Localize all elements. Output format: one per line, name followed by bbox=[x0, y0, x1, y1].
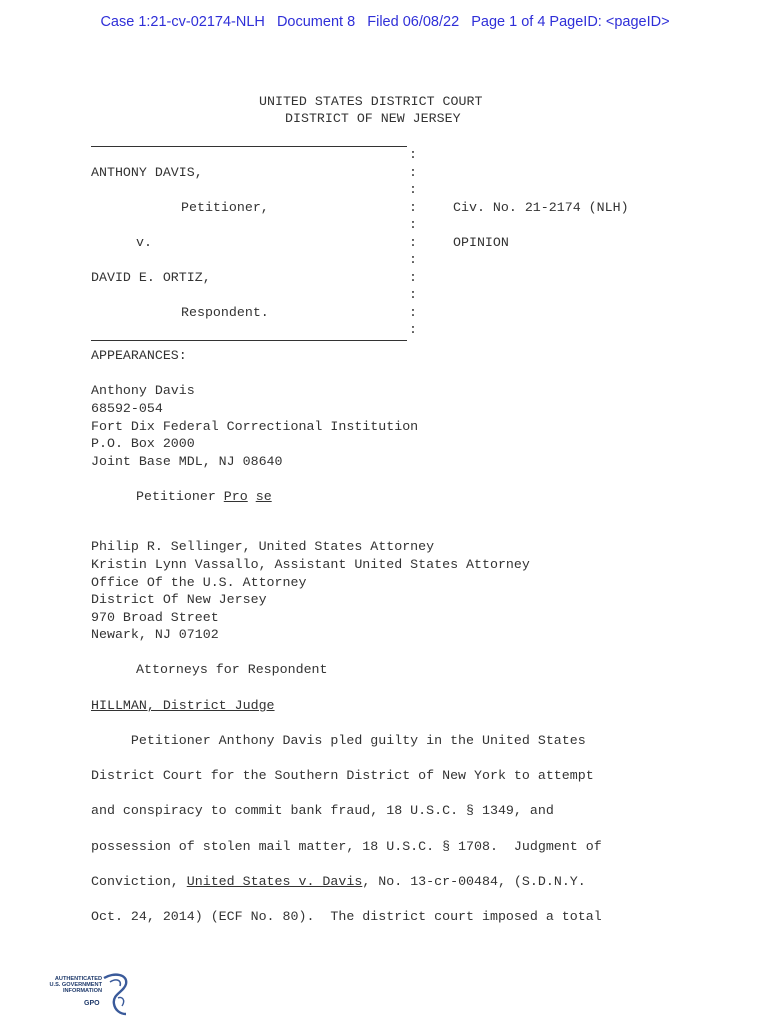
body-line: Petitioner Anthony Davis pled guilty in the United States bbox=[91, 733, 586, 748]
document-number: Document 8 bbox=[276, 14, 356, 30]
respondent-counsel-line: 970 Broad Street bbox=[91, 610, 219, 625]
respondent-counsel-line: Kristin Lynn Vassallo, Assistant United States Attorney bbox=[91, 557, 530, 572]
case-number: Case 1:21-cv-02174-NLH bbox=[100, 14, 265, 30]
court-district: DISTRICT OF NEW JERSEY bbox=[285, 111, 461, 126]
body-line: District Court for the Southern District of New York to attempt bbox=[91, 768, 594, 783]
filed-date: Filed 06/08/22 bbox=[367, 14, 460, 30]
body-line: and conspiracy to commit bank fraud, 18 U.S.C. § 1349, and bbox=[91, 803, 554, 818]
respondent-counsel-line: Newark, NJ 07102 bbox=[91, 627, 219, 642]
respondent-name: DAVID E. ORTIZ, bbox=[91, 270, 211, 285]
judge-attribution: HILLMAN, District Judge bbox=[91, 698, 275, 713]
caption-colon: : bbox=[409, 165, 417, 180]
caption-colon: : bbox=[409, 235, 417, 250]
caption-colon: : bbox=[409, 147, 417, 162]
caption-bottom-rule bbox=[91, 340, 407, 341]
caption-colon: : bbox=[409, 287, 417, 302]
caption-colon: : bbox=[409, 322, 417, 337]
petitioner-address-line: P.O. Box 2000 bbox=[91, 436, 195, 451]
civil-number: Civ. No. 21-2174 (NLH) bbox=[453, 200, 629, 215]
body-line: Conviction, United States v. Davis, No. 13-cr-00484, (S.D.N.Y. bbox=[91, 874, 586, 889]
caption-top-rule bbox=[91, 146, 407, 147]
eagle-icon bbox=[100, 972, 132, 1016]
court-name: UNITED STATES DISTRICT COURT bbox=[259, 94, 483, 109]
petitioner-role: Petitioner, bbox=[181, 200, 269, 215]
caption-colon: : bbox=[409, 305, 417, 320]
petitioner-address-line: Joint Base MDL, NJ 08640 bbox=[91, 454, 283, 469]
se-text: se bbox=[255, 489, 272, 504]
caption-colon: : bbox=[409, 200, 417, 215]
appearances-heading: APPEARANCES: bbox=[91, 348, 187, 363]
case-citation: United States v. Davis bbox=[186, 874, 363, 889]
gpo-logo-text: AUTHENTICATED U.S. GOVERNMENT INFORMATION bbox=[49, 976, 102, 995]
caption-colon: : bbox=[409, 182, 417, 197]
respondent-counsel-line: District Of New Jersey bbox=[91, 592, 267, 607]
body-line: possession of stolen mail matter, 18 U.S.C. § 1708. Judgment of bbox=[91, 839, 602, 854]
petitioner-address-line: Anthony Davis bbox=[91, 383, 195, 398]
caption-colon: : bbox=[409, 270, 417, 285]
respondent-counsel-line: Office Of the U.S. Attorney bbox=[91, 575, 307, 590]
gpo-authentication-logo bbox=[44, 972, 134, 1018]
versus: v. bbox=[136, 235, 152, 250]
respondent-counsel-line: Philip R. Sellinger, United States Attorney bbox=[91, 539, 435, 554]
document-type: OPINION bbox=[453, 235, 509, 250]
petitioner-name: ANTHONY DAVIS, bbox=[91, 165, 203, 180]
caption-colon: : bbox=[409, 217, 417, 232]
respondent-designation: Attorneys for Respondent bbox=[136, 662, 328, 677]
body-line: Oct. 24, 2014) (ECF No. 80). The district court imposed a total bbox=[91, 909, 602, 924]
caption-colon: : bbox=[409, 252, 417, 267]
petitioner-designation: Petitioner Pro se bbox=[136, 489, 272, 504]
gpo-label: GPO bbox=[84, 1000, 100, 1007]
pro-text: Pro bbox=[223, 489, 248, 504]
petitioner-address-line: Fort Dix Federal Correctional Institution bbox=[91, 419, 419, 434]
petitioner-address-line: 68592-054 bbox=[91, 401, 163, 416]
respondent-role: Respondent. bbox=[181, 305, 269, 320]
page-info: Page 1 of 4 PageID: <pageID> bbox=[471, 14, 670, 30]
